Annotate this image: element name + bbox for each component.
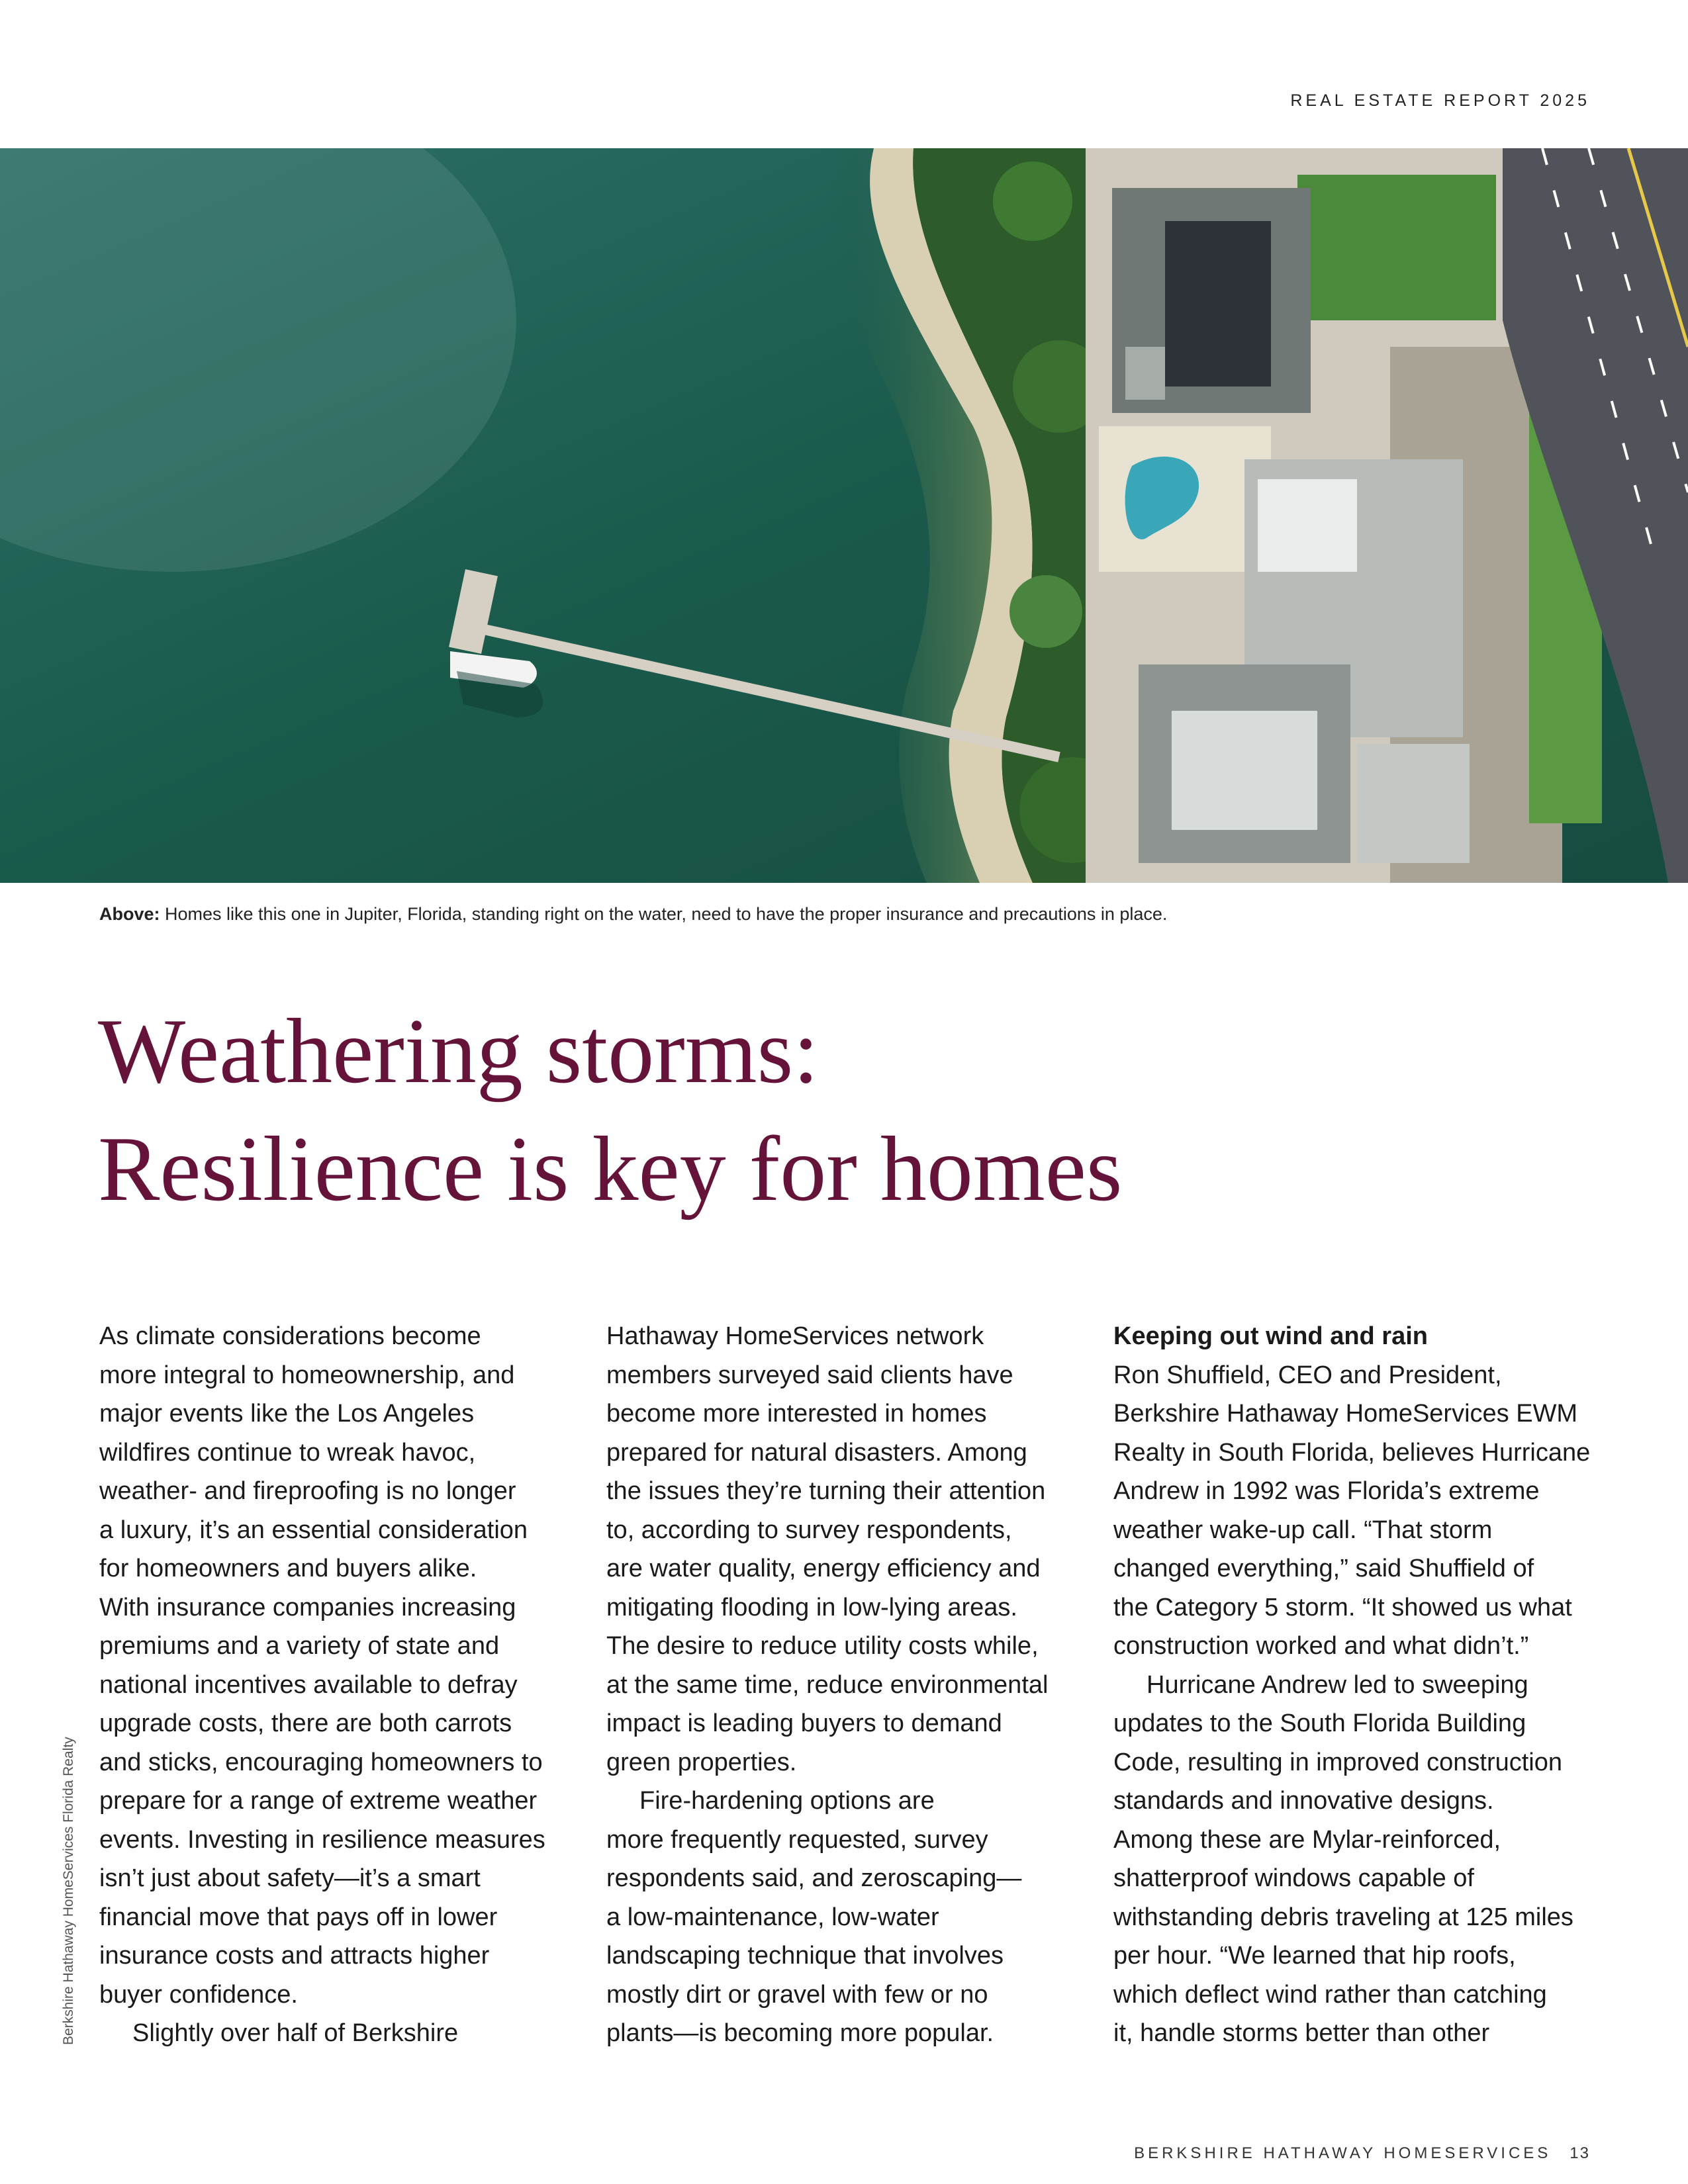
photo-credit: Berkshire Hathaway HomeServices Florida Realty [61,1737,76,2045]
text-line: it, handle storms better than other [1113,2019,1490,2047]
text-line: standards and innovative designs. [1113,1787,1494,1815]
text-line: wildfires continue to wreak havoc, [99,1438,476,1467]
text-line: and sticks, encouraging homeowners to [99,1748,543,1776]
text-line: plants—is becoming more popular. [606,2019,994,2047]
report-label: REAL ESTATE REPORT 2025 [1290,91,1590,110]
text-line: weather- and fireproofing is no longer [99,1477,516,1505]
text-line: Fire-hardening options are [639,1787,935,1815]
text-line: weather wake-up call. “That storm [1113,1516,1493,1544]
text-line: Hathaway HomeServices network [606,1322,984,1350]
text-line: a luxury, it’s an essential consideration [99,1516,528,1544]
text-line: insurance costs and attracts higher [99,1942,490,1970]
text-line: With insurance companies increasing [99,1593,516,1621]
text-line: Among these are Mylar-reinforced, [1113,1825,1501,1854]
text-line: the issues they’re turning their attention [606,1477,1046,1505]
title-line-1: Weathering storms: [98,1000,820,1103]
photo-caption [99,904,1589,925]
text-line: withstanding debris traveling at 125 miles [1113,1903,1573,1931]
text-line: prepare for a range of extreme weather [99,1787,538,1815]
text-line: are water quality, energy efficiency and [606,1555,1041,1582]
text-line: become more interested in homes [606,1400,987,1428]
text-line: major events like the Los Angeles [99,1400,475,1428]
text-line: isn’t just about safety—it’s a smart [99,1864,481,1892]
article-column-2 [606,1317,1083,2053]
text-line: respondents said, and zeroscaping— [606,1864,1022,1892]
text-line: a low-maintenance, low-water [606,1903,939,1931]
text-line: national incentives available to defray [99,1670,518,1699]
text-line: prepared for natural disasters. Among [606,1438,1027,1467]
text-line: impact is leading buyers to demand [606,1709,1002,1737]
text-line: mostly dirt or gravel with few or no [606,1980,988,2009]
text-line: updates to the South Florida Building [1113,1709,1526,1737]
page-number: 13 [1570,2144,1590,2162]
text-line: members surveyed said clients have [606,1361,1013,1389]
caption-lead: Above: [99,904,160,924]
text-line: The desire to reduce utility costs while, [606,1632,1039,1660]
text-line: changed everything,” said Shuffield of [1113,1555,1534,1582]
text-line: upgrade costs, there are both carrots [99,1709,512,1737]
text-line: buyer confidence. [99,1980,298,2009]
text-line: premiums and a variety of state and [99,1632,500,1660]
text-line: financial move that pays off in lower [99,1903,498,1931]
text-line: events. Investing in resilience measures [99,1825,545,1854]
page-footer [1134,2144,1590,2163]
article-column-1 [99,1317,576,2053]
text-line: at the same time, reduce environmental [606,1670,1049,1699]
text-line: green properties. [606,1748,797,1776]
caption-text: Homes like this one in Jupiter, Florida, standing right on the water, need to have the proper insurance and precautions in place. [160,904,1168,924]
text-line: As climate considerations become [99,1322,481,1350]
footer-brand: BERKSHIRE HATHAWAY HOMESERVICES [1134,2144,1552,2162]
article-column-3 [1113,1317,1590,2053]
text-line: shatterproof windows capable of [1113,1864,1474,1892]
text-line: Code, resulting in improved construction [1113,1748,1563,1776]
section-subhead: Keeping out wind and rain [1113,1322,1428,1350]
text-line: Berkshire Hathaway HomeServices EWM [1113,1400,1578,1428]
text-line: Ron Shuffield, CEO and President, [1113,1361,1502,1389]
text-line: more frequently requested, survey [606,1825,988,1854]
text-line: landscaping technique that involves [606,1942,1004,1970]
text-line: Hurricane Andrew led to sweeping [1147,1670,1528,1699]
text-line: Realty in South Florida, believes Hurricane [1113,1438,1591,1467]
text-line: Andrew in 1992 was Florida’s extreme [1113,1477,1540,1505]
aerial-photo [0,148,1688,883]
text-line: mitigating flooding in low-lying areas. [606,1593,1017,1621]
title-line-2: Resilience is key for homes [98,1118,1123,1220]
text-line: construction worked and what didn’t.” [1113,1632,1529,1660]
text-line: which deflect wind rather than catching [1113,1980,1547,2009]
text-line: to, according to survey respondents, [606,1516,1012,1544]
text-line: Slightly over half of Berkshire [132,2019,459,2047]
text-line: for homeowners and buyers alike. [99,1555,477,1582]
text-line: per hour. “We learned that hip roofs, [1113,1942,1516,1970]
article-title [98,993,1554,1228]
text-line: more integral to homeownership, and [99,1361,515,1389]
text-line: the Category 5 storm. “It showed us what [1113,1593,1572,1621]
